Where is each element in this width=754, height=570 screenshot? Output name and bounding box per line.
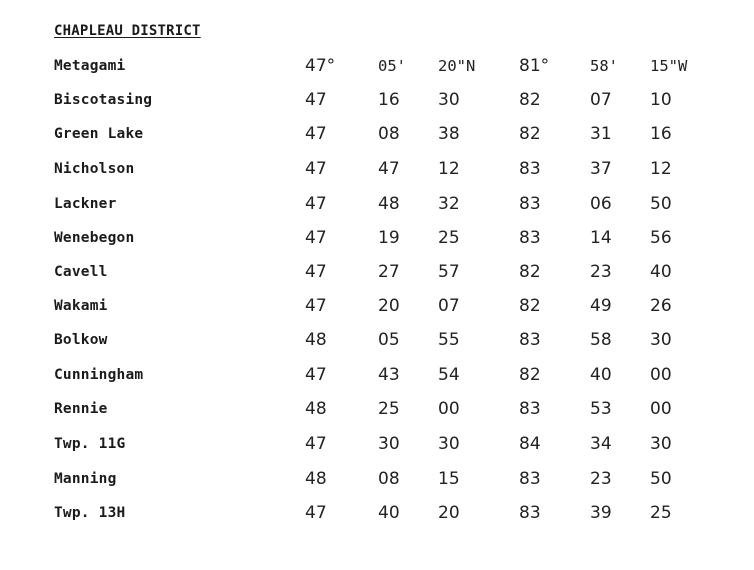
longitude-degrees: 82 — [519, 365, 541, 385]
longitude-minutes: 31 — [590, 124, 612, 144]
location-name: Lackner — [54, 196, 117, 212]
longitude-seconds: 00 — [650, 365, 672, 385]
longitude-seconds: 40 — [650, 262, 672, 282]
longitude-minutes: 06 — [590, 194, 612, 214]
latitude-degrees: 47 — [305, 228, 327, 248]
longitude-degrees: 83 — [519, 399, 541, 419]
longitude-degrees: 83 — [519, 469, 541, 489]
location-name: Bolkow — [54, 332, 108, 348]
latitude-minutes: 30 — [378, 434, 400, 454]
longitude-seconds: 30 — [650, 434, 672, 454]
longitude-seconds: 15"W — [650, 57, 688, 75]
longitude-seconds: 30 — [650, 330, 672, 350]
latitude-seconds: 30 — [438, 90, 460, 110]
longitude-seconds: 26 — [650, 296, 672, 316]
table-row — [0, 159, 754, 185]
longitude-seconds: 16 — [650, 124, 672, 144]
latitude-minutes: 43 — [378, 365, 400, 385]
longitude-minutes: 37 — [590, 159, 612, 179]
longitude-seconds: 56 — [650, 228, 672, 248]
longitude-seconds: 50 — [650, 194, 672, 214]
location-name: Manning — [54, 471, 117, 487]
longitude-seconds: 10 — [650, 90, 672, 110]
latitude-seconds: 12 — [438, 159, 460, 179]
latitude-seconds: 20"N — [438, 57, 476, 75]
location-name: Twp. 11G — [54, 436, 126, 452]
latitude-minutes: 05' — [378, 57, 406, 75]
latitude-degrees: 47 — [305, 503, 327, 523]
latitude-seconds: 15 — [438, 469, 460, 489]
longitude-minutes: 34 — [590, 434, 612, 454]
longitude-minutes: 23 — [590, 469, 612, 489]
latitude-minutes: 40 — [378, 503, 400, 523]
table-row — [0, 469, 754, 495]
longitude-seconds: 00 — [650, 399, 672, 419]
longitude-degrees: 82 — [519, 90, 541, 110]
table-row — [0, 262, 754, 288]
latitude-degrees: 47 — [305, 365, 327, 385]
longitude-minutes: 39 — [590, 503, 612, 523]
longitude-degrees: 82 — [519, 296, 541, 316]
latitude-degrees: 47 — [305, 159, 327, 179]
longitude-seconds: 12 — [650, 159, 672, 179]
table-row — [0, 228, 754, 254]
latitude-degrees: 47 — [305, 90, 327, 110]
table-row — [0, 330, 754, 356]
latitude-degrees: 47 — [305, 124, 327, 144]
longitude-minutes: 58' — [590, 57, 618, 75]
longitude-degrees: 81° — [519, 56, 550, 76]
latitude-minutes: 16 — [378, 90, 400, 110]
location-name: Rennie — [54, 401, 108, 417]
longitude-degrees: 83 — [519, 159, 541, 179]
latitude-minutes: 05 — [378, 330, 400, 350]
table-row — [0, 365, 754, 391]
table-row — [0, 124, 754, 150]
longitude-degrees: 84 — [519, 434, 541, 454]
location-name: Metagami — [54, 58, 126, 74]
latitude-seconds: 25 — [438, 228, 460, 248]
location-name: Green Lake — [54, 126, 144, 142]
table-row — [0, 399, 754, 425]
longitude-degrees: 82 — [519, 262, 541, 282]
longitude-degrees: 83 — [519, 330, 541, 350]
location-name: Wakami — [54, 298, 108, 314]
location-name: Cunningham — [54, 367, 144, 383]
latitude-minutes: 48 — [378, 194, 400, 214]
longitude-degrees: 83 — [519, 503, 541, 523]
latitude-minutes: 19 — [378, 228, 400, 248]
table-row — [0, 503, 754, 529]
latitude-seconds: 32 — [438, 194, 460, 214]
longitude-degrees: 82 — [519, 124, 541, 144]
longitude-minutes: 40 — [590, 365, 612, 385]
longitude-minutes: 07 — [590, 90, 612, 110]
latitude-seconds: 57 — [438, 262, 460, 282]
table-row — [0, 194, 754, 220]
longitude-minutes: 58 — [590, 330, 612, 350]
latitude-seconds: 55 — [438, 330, 460, 350]
latitude-seconds: 00 — [438, 399, 460, 419]
location-name: Biscotasing — [54, 92, 153, 108]
latitude-degrees: 48 — [305, 469, 327, 489]
latitude-degrees: 48 — [305, 399, 327, 419]
latitude-seconds: 07 — [438, 296, 460, 316]
latitude-minutes: 27 — [378, 262, 400, 282]
latitude-degrees: 47 — [305, 296, 327, 316]
table-row — [0, 296, 754, 322]
district-title: CHAPLEAU DISTRICT — [54, 23, 201, 39]
location-name: Wenebegon — [54, 230, 135, 246]
latitude-degrees: 47° — [305, 56, 336, 76]
longitude-seconds: 50 — [650, 469, 672, 489]
longitude-minutes: 53 — [590, 399, 612, 419]
table-row — [0, 434, 754, 460]
latitude-degrees: 47 — [305, 194, 327, 214]
latitude-minutes: 08 — [378, 469, 400, 489]
location-name: Nicholson — [54, 161, 135, 177]
table-row — [0, 90, 754, 116]
latitude-seconds: 54 — [438, 365, 460, 385]
table-row — [0, 56, 754, 82]
longitude-degrees: 83 — [519, 228, 541, 248]
latitude-minutes: 08 — [378, 124, 400, 144]
location-name: Twp. 13H — [54, 505, 126, 521]
longitude-degrees: 83 — [519, 194, 541, 214]
longitude-minutes: 23 — [590, 262, 612, 282]
latitude-minutes: 47 — [378, 159, 400, 179]
latitude-seconds: 38 — [438, 124, 460, 144]
latitude-degrees: 47 — [305, 262, 327, 282]
location-name: Cavell — [54, 264, 108, 280]
longitude-minutes: 14 — [590, 228, 612, 248]
longitude-minutes: 49 — [590, 296, 612, 316]
latitude-seconds: 30 — [438, 434, 460, 454]
latitude-minutes: 25 — [378, 399, 400, 419]
latitude-degrees: 48 — [305, 330, 327, 350]
latitude-degrees: 47 — [305, 434, 327, 454]
latitude-minutes: 20 — [378, 296, 400, 316]
latitude-seconds: 20 — [438, 503, 460, 523]
longitude-seconds: 25 — [650, 503, 672, 523]
